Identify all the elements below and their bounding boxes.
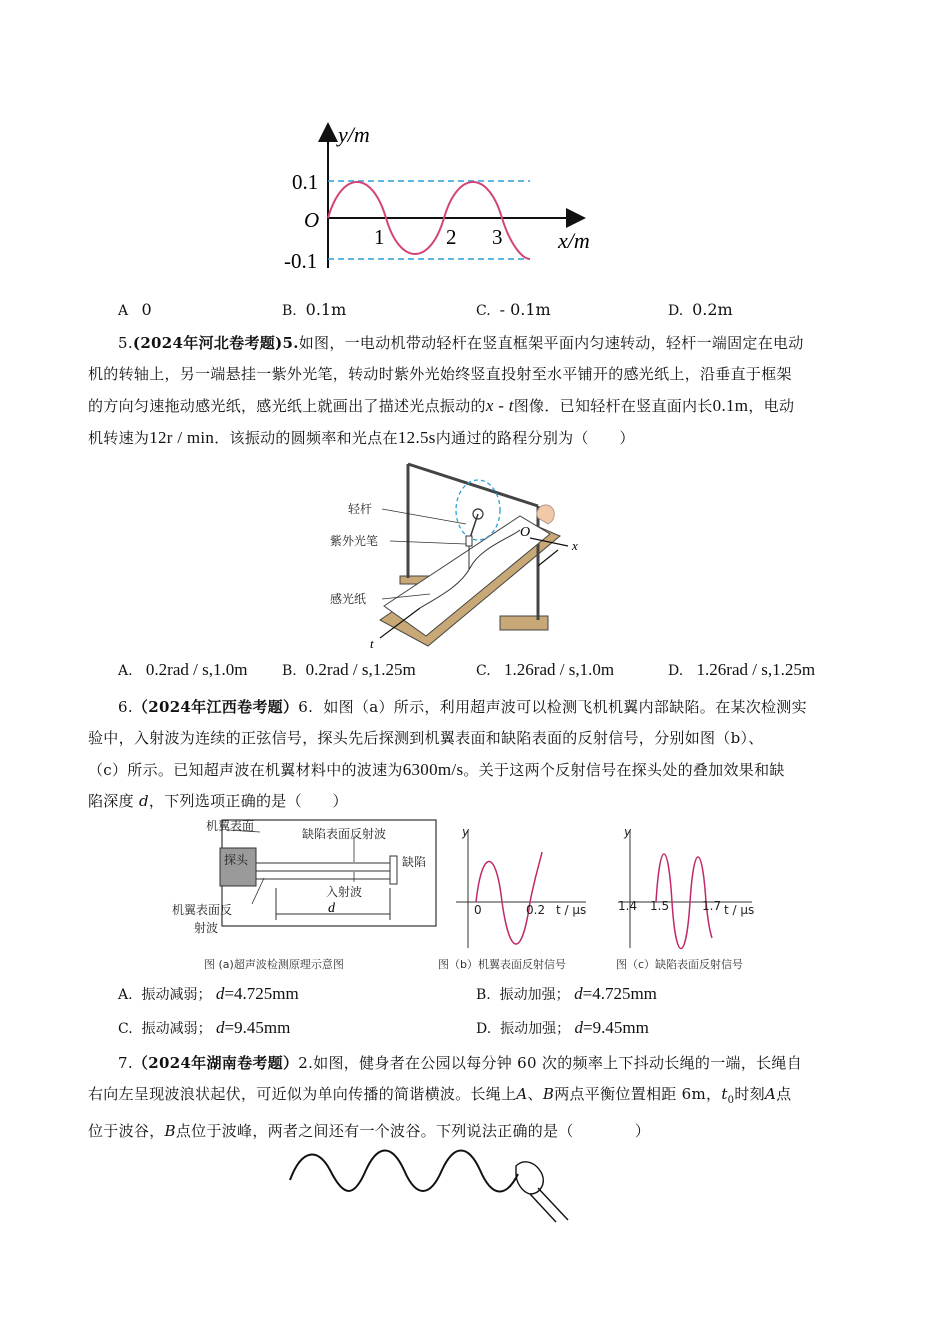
figure-a-caption: 图 (a)超声波检测原理示意图 <box>204 958 344 971</box>
pen-label: 紫外光笔 <box>330 534 379 548</box>
wing-surface-label: 机翼表面 <box>206 819 255 833</box>
option-value: 0 <box>141 300 152 319</box>
q6-option-b[interactable]: B. 振动加强； d=4.725mm <box>476 984 657 1003</box>
x-tick-3: 3 <box>492 225 503 249</box>
q6-option-d[interactable]: D. 振动加强； d=9.45mm <box>476 1018 649 1037</box>
tick-02-b: 0.2 <box>526 903 546 917</box>
paper-label: 感光纸 <box>330 592 367 606</box>
q5-option-c[interactable]: C. 1.26rad / s,1.0m <box>476 660 615 679</box>
defect-reflect-label: 缺陷表面反射波 <box>302 827 387 841</box>
tick-15-c: 1.5 <box>650 899 670 913</box>
y-label-b: y <box>462 825 470 839</box>
defect-block <box>390 856 397 884</box>
y-label-c: y <box>624 825 632 839</box>
option-value: 0.2m <box>692 300 733 319</box>
surface-reflect-label-2: 射波 <box>194 921 219 935</box>
option-value: 0.1m <box>305 300 347 319</box>
rotation-path <box>456 480 500 540</box>
q6-option-a[interactable]: A. 振动减弱； d=4.725mm <box>118 984 299 1003</box>
origin-o-label: O <box>520 525 531 540</box>
depth-label: d <box>328 901 335 916</box>
rod-label: 轻杆 <box>348 502 373 516</box>
option-letter: B. <box>282 303 297 319</box>
t-label-c: t / μs <box>724 903 755 917</box>
option-letter: C. <box>476 303 491 319</box>
right-base <box>500 616 548 630</box>
question-5: 5.(2024年河北卷考题)5.如图，一电动机带动轻杆在竖直框架平面内匀速转动，轻杆一端固定在电动 机的转轴上，另一端悬挂一紫外光笔，转动时紫外光始终竖直投射至水平铺开的感光纸上，沿垂直于框架 的方向匀速拖动感光纸，感光纸上就画出了描述光点振动的x - t图像．已知轻杆在竖直面内长0.1m，电动 机转速为12r / min．该振动的圆频率和光点在12.5s内通过的路程分别为（ ） <box>88 334 804 447</box>
q5-figure <box>320 458 590 654</box>
tick-17-c: 1.7 <box>702 899 722 913</box>
rope-wave <box>290 1151 518 1192</box>
question-7: 7.（2024年湖南卷考题）2.如图，健身者在公园以每分钟 60 次的频率上下抖动长绳的一端，长绳自 右向左呈现波浪状起伏，可近似为单向传播的简谐横波。长绳上A、B两点平衡位置相距 6m，$t_0$时刻A点 位于波谷，B点位于波峰，两者之间还有一个波谷。下列说法正确的是（ ） <box>88 1054 803 1140</box>
q5-option-a[interactable]: A. 0.2rad / s,1.0m <box>118 660 248 679</box>
q6-figure-a <box>168 814 440 976</box>
q6-option-c[interactable]: C. 振动减弱； d=9.45mm <box>118 1018 291 1037</box>
q4-option-c[interactable] <box>476 300 551 319</box>
surface-reflect-label-1: 机翼表面反 <box>172 903 233 917</box>
q6-figure-b <box>436 822 596 976</box>
tick-0-b: 0 <box>474 903 482 917</box>
probe-label: 探头 <box>224 853 249 867</box>
defect-label: 缺陷 <box>402 855 427 869</box>
option-letter: A <box>118 303 129 319</box>
q4-option-b[interactable] <box>282 300 346 319</box>
option-value: - 0.1m <box>499 300 551 319</box>
y-top-label: 0.1 <box>292 170 319 194</box>
x-label: x <box>572 538 578 553</box>
q7-rope-figure <box>280 1140 580 1224</box>
x-axis-label: x/m <box>558 228 590 253</box>
wave-graph <box>270 118 610 278</box>
q4-option-d[interactable] <box>668 300 733 319</box>
hand-icon <box>537 505 554 524</box>
question-6: 6.（2024年江西卷考题）6. 如图（a）所示，利用超声波可以检测飞机机翼内部缺陷。在某次检测实 验中，入射波为连续的正弦信号，探头先后探测到机翼表面和缺陷表面的反射信号，分别如图（b）、 （c）所示。已知超声波在机翼材料中的波速为6300m/s。关于这两个反射信号在探头处的叠加效果和缺 陷深度 d，下列选项正确的是（ ） <box>88 698 807 810</box>
figure-c-caption: 图（c）缺陷表面反射信号 <box>616 958 744 971</box>
t-label: t <box>370 636 374 651</box>
y-axis-label: y/m <box>338 122 370 147</box>
frame-top <box>408 464 538 506</box>
incident-label: 入射波 <box>326 885 363 899</box>
tick-14-c: 1.4 <box>618 899 638 913</box>
uv-pen <box>466 536 472 546</box>
q5-option-b[interactable]: B. 0.2rad / s,1.25m <box>282 660 416 679</box>
option-letter: D. <box>668 303 684 319</box>
y-bottom-label: -0.1 <box>284 249 318 273</box>
origin-label: O <box>304 208 320 232</box>
x-tick-2: 2 <box>446 225 457 249</box>
surface-signal <box>476 852 542 944</box>
q6-figure-c <box>612 822 762 976</box>
t-label-b: t / μs <box>556 903 587 917</box>
figure-b-caption: 图（b）机翼表面反射信号 <box>438 958 566 971</box>
q4-option-a[interactable] <box>118 300 152 319</box>
x-tick-1: 1 <box>374 225 385 249</box>
q5-option-d[interactable]: D. 1.26rad / s,1.25m <box>668 660 816 679</box>
